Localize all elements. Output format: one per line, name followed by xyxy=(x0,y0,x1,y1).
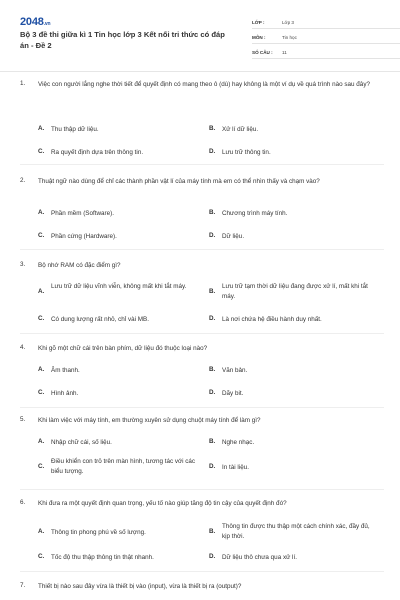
option-text: Có dung lượng rất nhỏ, chỉ vài MB. xyxy=(51,316,149,323)
question-divider xyxy=(20,489,384,490)
meta-row-subject xyxy=(252,29,400,44)
question-text: Khi làm việc với máy tính, em thường xuyên sử dụng chuột máy tính để làm gì? xyxy=(38,417,261,424)
option-letter: A. xyxy=(38,125,45,132)
option-letter: D. xyxy=(209,463,216,470)
meta-value: Lớp 3 xyxy=(282,20,294,25)
option-text: Ra quyết định dựa trên thông tin. xyxy=(51,149,144,156)
document-title: Bộ 3 đề thi giữa kì 1 Tin học lớp 3 Kết nối tri thức có đáp án - Đề 2 xyxy=(20,30,225,50)
option-text: Lưu trữ tạm thời dữ liệu đang được xử lí, mất khi tắt máy. xyxy=(222,283,368,300)
question-6 xyxy=(20,499,384,583)
meta-label: SỐ CÂU : xyxy=(252,50,273,55)
option-text: Dữ liệu thô chưa qua xử lí. xyxy=(222,554,297,561)
option-letter: A. xyxy=(38,528,45,535)
option-text: Thu thập dữ liệu. xyxy=(51,126,99,133)
option-text: Nhập chữ cái, số liệu. xyxy=(51,439,112,446)
option-text: Văn bản. xyxy=(222,367,248,374)
option-letter: C. xyxy=(38,463,45,470)
option-letter: B. xyxy=(209,366,216,373)
logo-suffix: .vn xyxy=(43,21,51,27)
meta-label: MÔN : xyxy=(252,35,266,40)
question-number: 4. xyxy=(20,344,26,351)
document-header xyxy=(20,0,380,64)
meta-row-count xyxy=(252,44,400,59)
option-text: Nghe nhạc. xyxy=(222,439,255,446)
option-text: Chương trình máy tính. xyxy=(222,210,288,217)
option-letter: C. xyxy=(38,553,45,560)
meta-value: Tin học xyxy=(282,35,297,40)
question-4 xyxy=(20,344,384,416)
site-logo[interactable] xyxy=(20,16,50,28)
question-1 xyxy=(20,80,384,166)
option-text: Xử lí dữ liệu. xyxy=(222,126,259,133)
option-letter: D. xyxy=(209,148,216,155)
meta-table xyxy=(252,14,400,59)
question-text: Thuật ngữ nào dùng để chỉ các thành phần vật lí của máy tính mà em có thể nhìn thấy và chạm vào? xyxy=(38,178,320,185)
question-number: 7. xyxy=(20,582,26,589)
option-letter: D. xyxy=(209,232,216,239)
option-letter: A. xyxy=(38,366,45,373)
question-text: Bộ nhớ RAM có đặc điểm gì? xyxy=(38,262,121,269)
question-number: 6. xyxy=(20,499,26,506)
option-letter: A. xyxy=(38,438,45,445)
question-7 xyxy=(20,582,384,596)
question-5 xyxy=(20,416,384,500)
option-text: Điều khiển con trỏ trên màn hình, tương tác với các biểu tượng. xyxy=(51,458,196,475)
option-letter: D. xyxy=(209,553,216,560)
option-letter: C. xyxy=(38,148,45,155)
question-text: Thiết bị nào sau đây vừa là thiết bị vào (input), vừa là thiết bị ra (output)? xyxy=(38,583,242,590)
option-letter: A. xyxy=(38,209,45,216)
option-letter: C. xyxy=(38,315,45,322)
option-letter: B. xyxy=(209,125,216,132)
option-text: Lưu trữ thông tin. xyxy=(222,149,271,156)
option-text: Âm thanh. xyxy=(51,367,80,374)
header-divider xyxy=(0,71,400,72)
question-divider xyxy=(20,164,384,165)
option-letter: D. xyxy=(209,389,216,396)
option-letter: C. xyxy=(38,232,45,239)
option-text: Tốc độ thu thập thông tin thật nhanh. xyxy=(51,554,154,561)
question-3 xyxy=(20,261,384,351)
option-letter: B. xyxy=(209,528,216,535)
option-text: Thông tin được thu thập một cách chính xác, đầy đủ, kịp thời. xyxy=(222,523,370,540)
question-text: Khi gõ một chữ cái trên bàn phím, dữ liệu đó thuộc loại nào? xyxy=(38,345,208,352)
option-text: Là nơi chứa hệ điều hành duy nhất. xyxy=(222,316,322,323)
option-letter: C. xyxy=(38,389,45,396)
question-divider xyxy=(20,407,384,408)
option-text: Dữ liệu. xyxy=(222,233,245,240)
logo-main: 2048 xyxy=(20,16,44,28)
question-number: 3. xyxy=(20,261,26,268)
option-text: Phần cứng (Hardware). xyxy=(51,233,117,240)
option-text: Thông tin phong phú về số lượng. xyxy=(51,529,146,536)
question-2 xyxy=(20,177,384,263)
option-letter: A. xyxy=(38,288,45,295)
option-letter: B. xyxy=(209,438,216,445)
question-number: 2. xyxy=(20,177,26,184)
question-divider xyxy=(20,249,384,250)
question-text: Khi đưa ra một quyết định quan trọng, yếu tố nào giúp tăng độ tin cậy của quyết định đó? xyxy=(38,500,287,507)
question-divider xyxy=(20,333,384,334)
option-letter: D. xyxy=(209,315,216,322)
option-text: Hình ảnh. xyxy=(51,390,79,397)
question-number: 1. xyxy=(20,80,26,87)
meta-label: LỚP : xyxy=(252,20,265,25)
option-text: Dãy bit. xyxy=(222,390,244,397)
option-text: Lưu trữ dữ liệu vĩnh viễn, không mất khi tắt máy. xyxy=(51,283,187,290)
question-text: Việc con người lắng nghe thời tiết để quyết định có mang theo ô (dù) hay không là một ví dụ về quá trình nào sau đây? xyxy=(38,81,370,88)
option-text: Phần mềm (Software). xyxy=(51,210,114,217)
question-number: 5. xyxy=(20,416,26,423)
meta-row-class xyxy=(252,14,400,29)
option-letter: B. xyxy=(209,209,216,216)
option-text: In tài liệu. xyxy=(222,464,249,471)
question-divider xyxy=(20,571,384,572)
meta-value: 11 xyxy=(282,50,287,55)
option-letter: B. xyxy=(209,288,216,295)
